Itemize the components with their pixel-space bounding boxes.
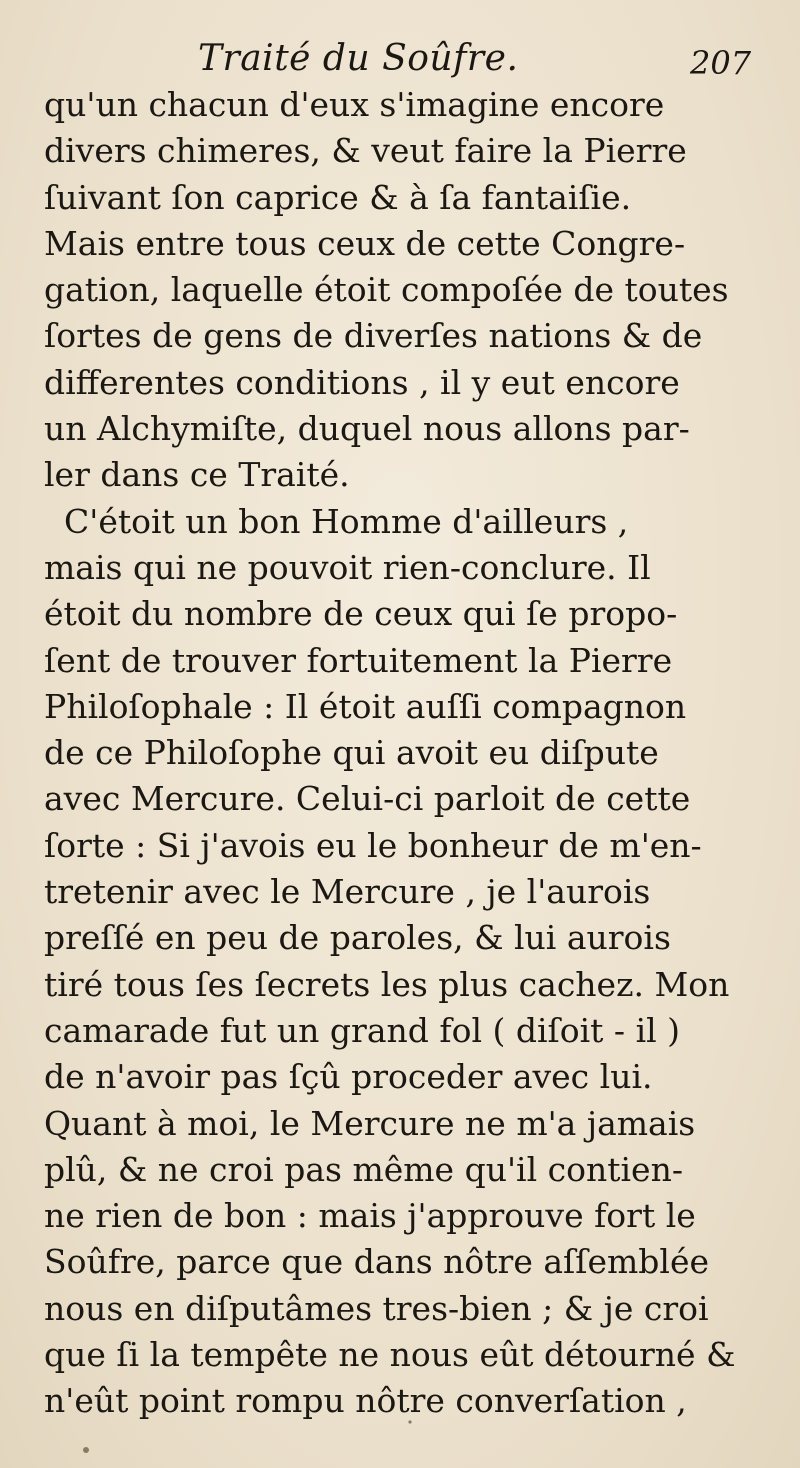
text-line: Quant à moi, le Mercure ne m'a jamais (44, 1103, 696, 1143)
text-line: ſortes de gens de diverſes nations & de (44, 316, 703, 356)
text-line: mais qui ne pouvoit rien-conclure. Il (44, 547, 651, 587)
text-line: ſent de trouver fortuitement la Pierre (44, 640, 673, 680)
text-line: nous en diſputâmes tres-bien ; & je croi (44, 1288, 709, 1328)
text-line: tretenir avec le Mercure , je l'aurois (44, 872, 651, 912)
body-text (44, 82, 774, 1425)
text-line: differentes conditions , il y eut encore (44, 362, 680, 402)
text-line: ſorte : Si j'avois eu le bonheur de m'en- (44, 825, 702, 865)
text-line: divers chimeres, & veut faire la Pierre (44, 131, 687, 171)
text-line: avec Mercure. Celui-ci parloit de cette (44, 779, 691, 819)
text-line: que ſi la tempête ne nous eût détourné & (44, 1335, 736, 1375)
text-line: n'eût point rompu nôtre converſation , (44, 1381, 687, 1421)
text-line: preſſé en peu de paroles, & lui aurois (44, 918, 671, 958)
running-title: Traité du Soûfre. (198, 38, 519, 79)
paper-speck (83, 1447, 89, 1453)
text-line: ne rien de bon : mais j'approuve fort le (44, 1196, 696, 1236)
text-line: tiré tous ſes ſecrets les plus cachez. Mon (44, 964, 730, 1004)
text-line: plû, & ne croi pas même qu'il contien- (44, 1149, 683, 1189)
text-line: étoit du nombre de ceux qui ſe propo- (44, 594, 678, 634)
running-head (0, 38, 800, 88)
text-line: gation, laquelle étoit compoſée de toutes (44, 270, 729, 310)
text-line: camarade fut un grand fol ( diſoit - il ) (44, 1010, 681, 1050)
text-line: Mais entre tous ceux de cette Congre- (44, 223, 686, 263)
text-line: de n'avoir pas ſçû proceder avec lui. (44, 1057, 653, 1097)
text-line: C'étoit un bon Homme d'ailleurs , (64, 501, 629, 541)
text-line: Philoſophale : Il étoit auſſi compagnon (44, 686, 687, 726)
text-line: ler dans ce Traité. (44, 455, 350, 495)
text-line: de ce Philoſophe qui avoit eu diſpute (44, 733, 659, 773)
page-number: 207 (690, 44, 752, 82)
text-line: un Alchymiſte, duquel nous allons par- (44, 409, 690, 449)
text-line: qu'un chacun d'eux s'imagine encore (44, 85, 665, 124)
text-line: Soûfre, parce que dans nôtre aſſemblée (44, 1242, 710, 1282)
text-line: ſuivant ſon caprice & à ſa fantaiſie. (44, 177, 632, 217)
